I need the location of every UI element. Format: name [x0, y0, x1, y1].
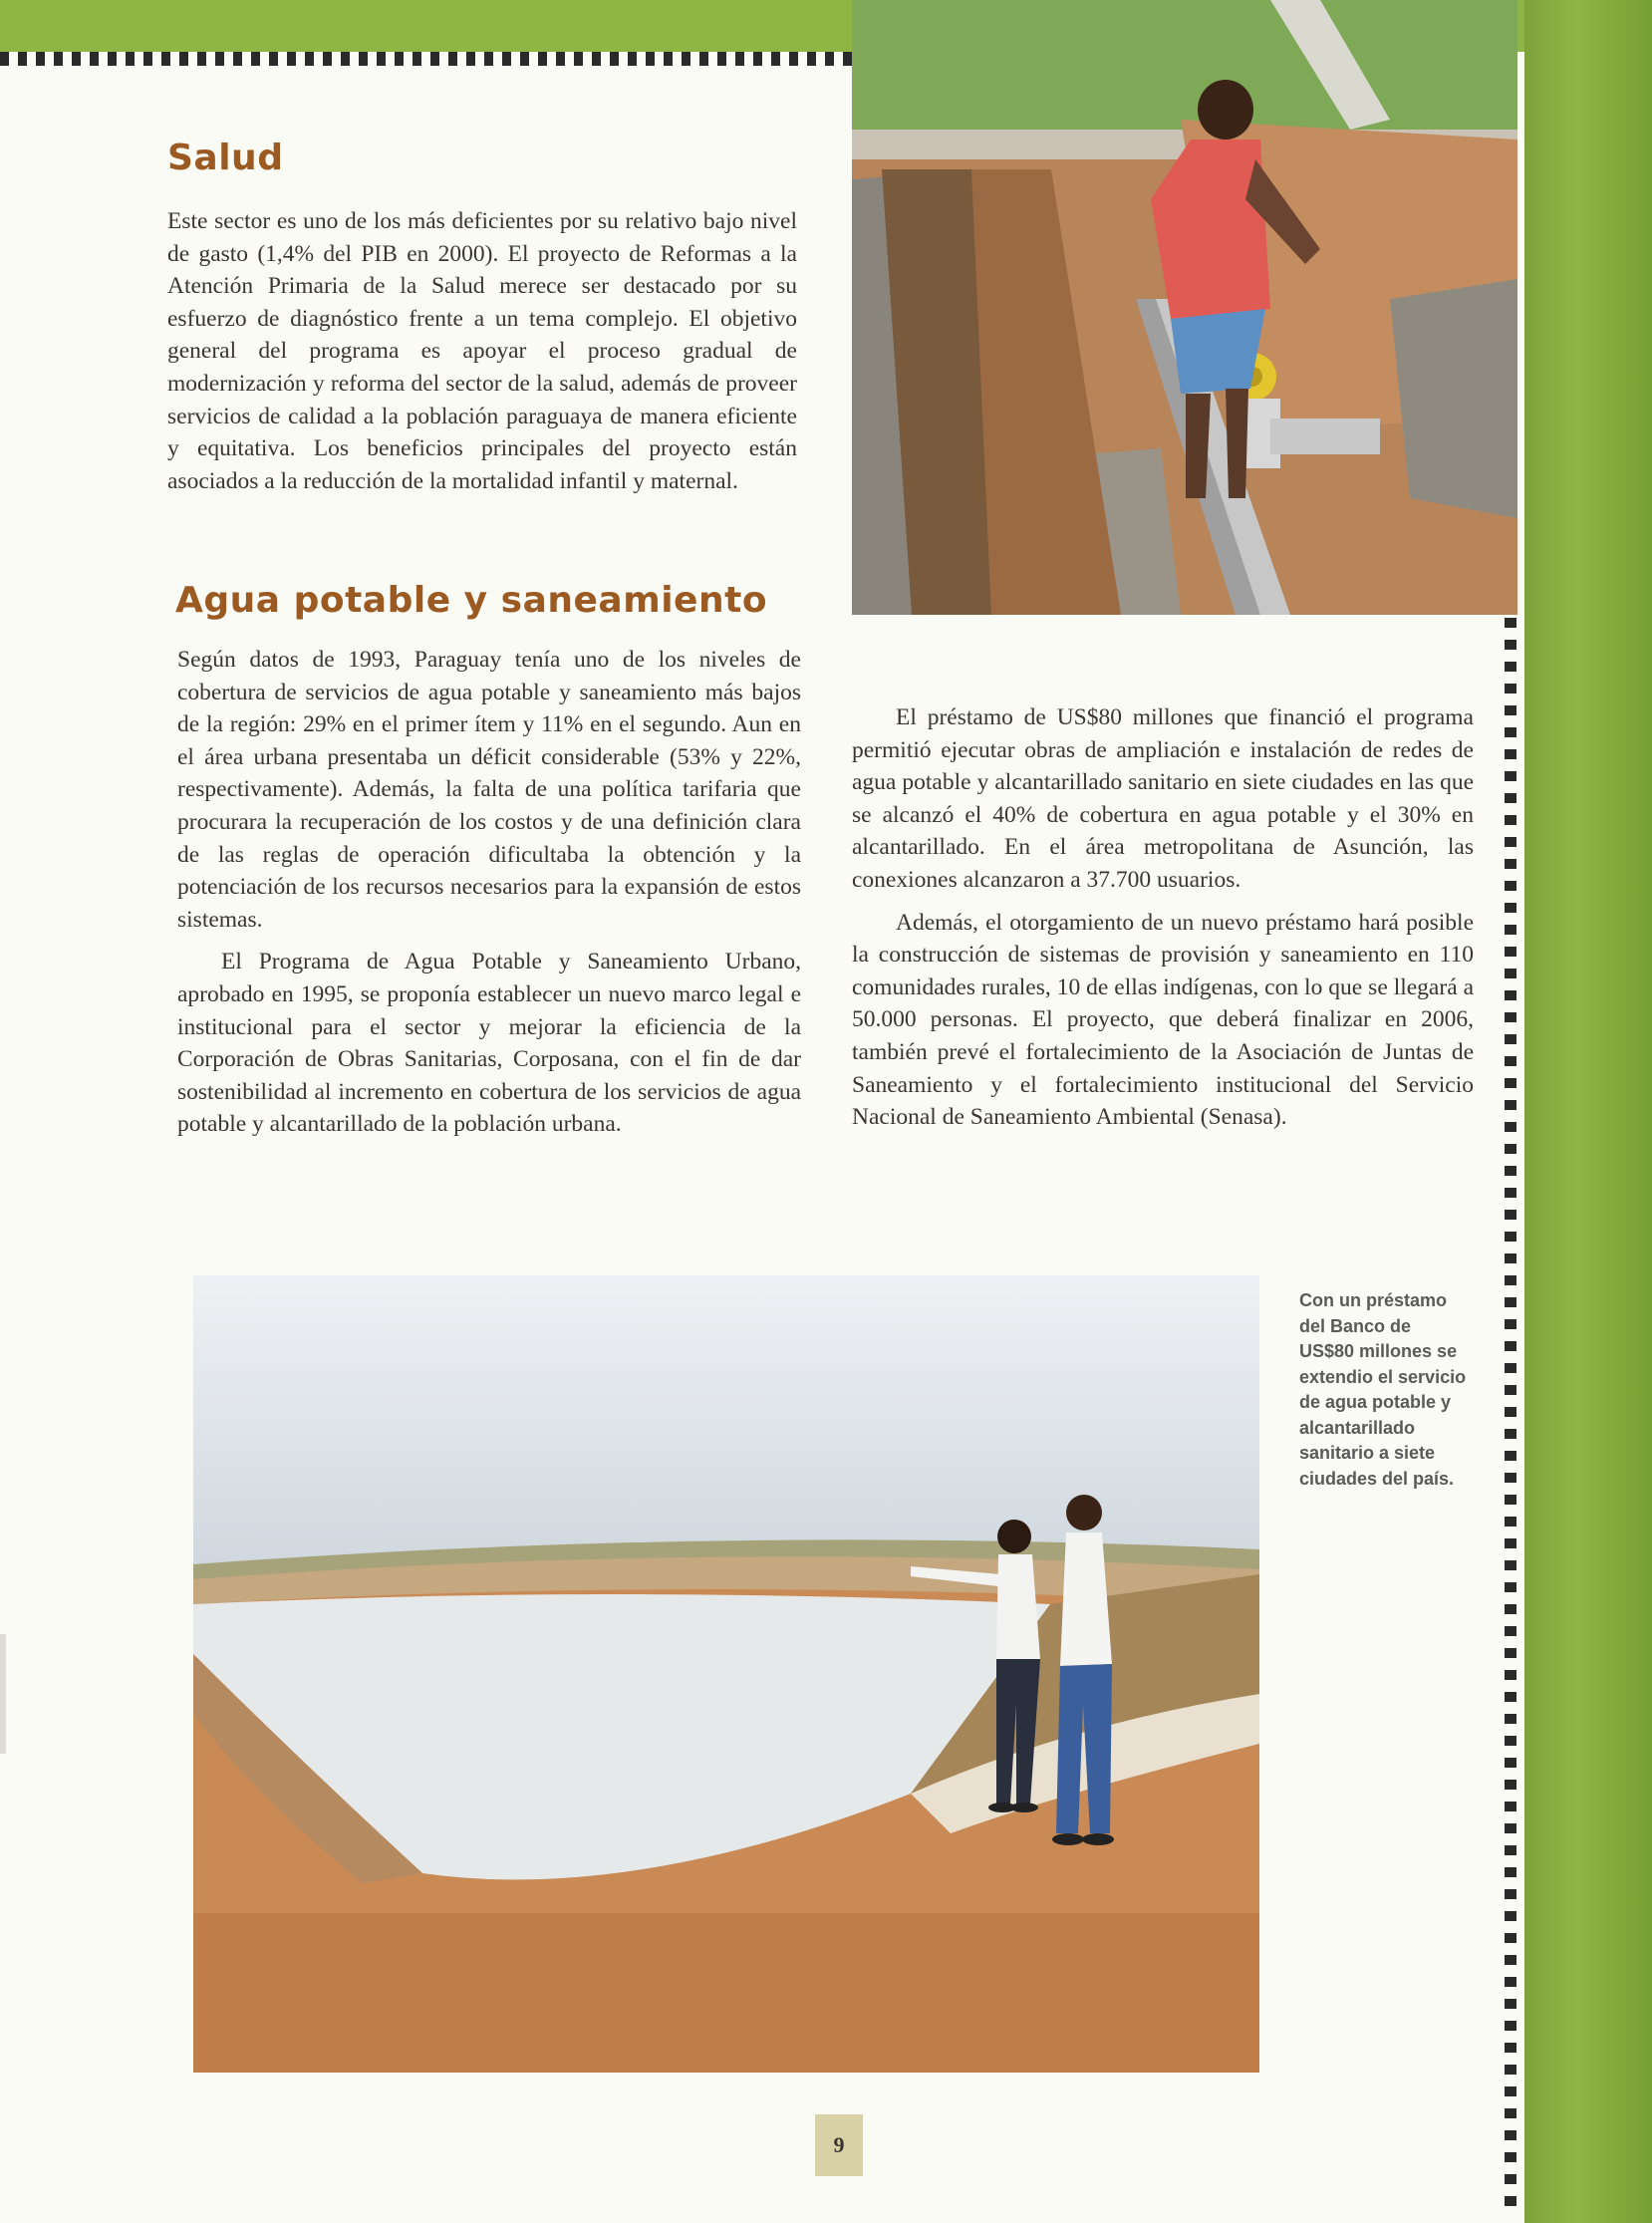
- salud-paragraph: Este sector es uno de los más deficientes por su relativo bajo nivel de gasto (1,4% del PIB en 2000). El proyecto de Reformas a la Atención Primaria de la Salud merece ser destacado por su esfuerzo de diagnóstico frente a un tema complejo. El objetivo general del programa es apoyar el proceso gradual de modernización y reforma del sector de la salud, además de proveer servicios de calidad a la población paraguaya de manera eficiente y equitativa. Los beneficios principales del proyecto están asociados a la reducción de la mortalidad infantil y maternal.: [167, 208, 797, 494]
- photo-lagoon-inspection: [193, 1275, 1259, 2073]
- worker-pipe-illustration: [852, 0, 1517, 615]
- salud-column: [167, 205, 797, 497]
- agua-left-column: [177, 644, 801, 1141]
- agua-paragraph-1: Según datos de 1993, Paraguay tenía uno de los niveles de cobertura de servicios de agua potable y saneamiento más bajos de la región: 29% en el primer ítem y 11% en el segundo. Aun en el área urbana presentaba un déficit considerable (53% y 22%, respectivamente). Además, la falta de una política tarifaria que procurara la recuperación de los costos y de una definición clara de las reglas de operación dificultaba la obtención y la potenciación de los recursos necesarios para la expansión de estos sistemas.: [177, 647, 801, 933]
- lagoon-illustration: [193, 1275, 1259, 2073]
- agua-right-column: [852, 701, 1474, 1134]
- left-edge-marks: [0, 1634, 6, 1754]
- agua-paragraph-3: El préstamo de US$80 millones que financió el programa permitió ejecutar obras de ampliación e instalación de redes de agua potable y alcantarillado sanitario en siete ciudades en las que se alcanzó el 40% de cobertura en agua potable y el 30% en alcantarillado. En el área metropolitana de Asunción, las conexiones alcanzaron a 37.700 usuarios.: [852, 704, 1474, 893]
- right-green-band: [1524, 0, 1652, 2223]
- right-dashed-border: [1505, 618, 1516, 2212]
- agua-paragraph-2: El Programa de Agua Potable y Saneamiento Urbano, aprobado en 1995, se proponía establecer un nuevo marco legal e institucional para el sector y mejorar la eficiencia de la Corporación de Obras Sanitarias, Corposana, con el fin de dar sostenibilidad al incremento en cobertura de los servicios de agua potable y alcantarillado de la población urbana.: [177, 949, 801, 1138]
- agua-heading: Agua potable y saneamiento: [175, 580, 768, 621]
- page-number: 9: [815, 2114, 863, 2176]
- top-dashed-border: [0, 52, 852, 66]
- salud-heading: Salud: [167, 138, 284, 178]
- photo-worker-pipe: [852, 0, 1517, 615]
- agua-paragraph-4: Además, el otorgamiento de un nuevo préstamo hará posible la construcción de sistemas de provisión y saneamiento en 110 comunidades rurales, 10 de ellas indígenas, con lo que se llegará a 50.000 personas. El proyecto, que deberá finalizar en 2006, también prevé el fortalecimiento de la Asociación de Juntas de Saneamiento y el fortalecimiento institucional del Servicio Nacional de Saneamiento Ambiental (Senasa).: [852, 909, 1474, 1131]
- photo-caption: Con un préstamo del Banco de US$80 millones se extendio el servicio de agua potable y alcantarillado sanitario a siete ciudades del país.: [1299, 1290, 1467, 1489]
